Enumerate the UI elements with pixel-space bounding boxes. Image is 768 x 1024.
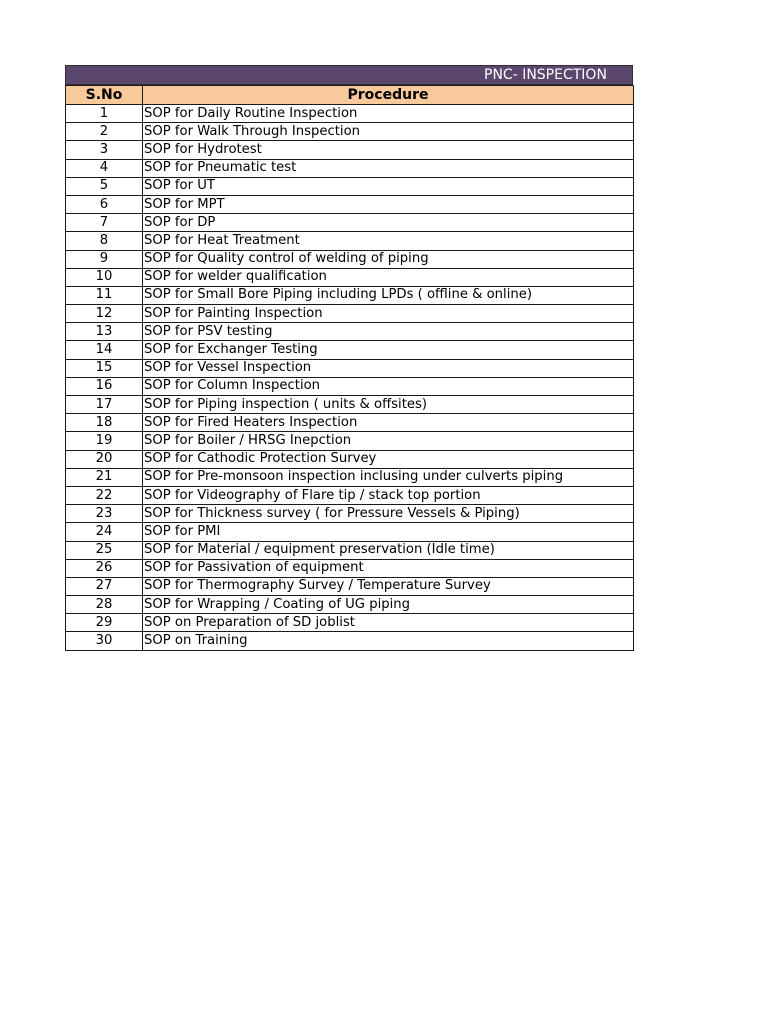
- table-row: [66, 505, 634, 523]
- cell-procedure[interactable]: SOP for UT: [143, 177, 634, 195]
- table-row: [66, 268, 634, 286]
- table-row: [66, 105, 634, 123]
- cell-sno[interactable]: 17: [66, 396, 143, 414]
- cell-sno[interactable]: 6: [66, 195, 143, 213]
- cell-sno[interactable]: 29: [66, 614, 143, 632]
- cell-procedure[interactable]: SOP for welder qualification: [143, 268, 634, 286]
- cell-procedure[interactable]: SOP for Heat Treatment: [143, 232, 634, 250]
- sheet-title: PNC- INSPECTION: [484, 67, 607, 83]
- cell-procedure[interactable]: SOP for Fired Heaters Inspection: [143, 414, 634, 432]
- cell-sno[interactable]: 3: [66, 141, 143, 159]
- table-row: [66, 141, 634, 159]
- column-header-procedure[interactable]: Procedure: [143, 86, 634, 105]
- table-row: [66, 614, 634, 632]
- cell-procedure[interactable]: SOP for Walk Through Inspection: [143, 123, 634, 141]
- table-row: [66, 341, 634, 359]
- cell-sno[interactable]: 23: [66, 505, 143, 523]
- table-row: [66, 632, 634, 650]
- cell-procedure[interactable]: SOP for Column Inspection: [143, 377, 634, 395]
- table-row: [66, 286, 634, 304]
- cell-procedure[interactable]: SOP for PMI: [143, 523, 634, 541]
- cell-sno[interactable]: 16: [66, 377, 143, 395]
- cell-sno[interactable]: 9: [66, 250, 143, 268]
- table-row: [66, 577, 634, 595]
- cell-sno[interactable]: 18: [66, 414, 143, 432]
- cell-sno[interactable]: 11: [66, 286, 143, 304]
- cell-procedure[interactable]: SOP for Daily Routine Inspection: [143, 105, 634, 123]
- table-row: [66, 414, 634, 432]
- cell-sno[interactable]: 5: [66, 177, 143, 195]
- cell-sno[interactable]: 13: [66, 323, 143, 341]
- cell-procedure[interactable]: SOP for Exchanger Testing: [143, 341, 634, 359]
- cell-procedure[interactable]: SOP for Hydrotest: [143, 141, 634, 159]
- cell-procedure[interactable]: SOP for Passivation of equipment: [143, 559, 634, 577]
- table-row: [66, 468, 634, 486]
- table-row: [66, 159, 634, 177]
- table-row: [66, 232, 634, 250]
- table-row: [66, 123, 634, 141]
- table-row: [66, 305, 634, 323]
- table-row: [66, 177, 634, 195]
- table-row: [66, 250, 634, 268]
- table-row: [66, 559, 634, 577]
- table-row: [66, 323, 634, 341]
- cell-procedure[interactable]: SOP for Painting Inspection: [143, 305, 634, 323]
- column-header-sno[interactable]: S.No: [66, 86, 143, 105]
- cell-sno[interactable]: 14: [66, 341, 143, 359]
- cell-procedure[interactable]: SOP for Videography of Flare tip / stack top portion: [143, 486, 634, 504]
- cell-procedure[interactable]: SOP for Piping inspection ( units & offsites): [143, 396, 634, 414]
- table-row: [66, 596, 634, 614]
- cell-sno[interactable]: 1: [66, 105, 143, 123]
- cell-sno[interactable]: 25: [66, 541, 143, 559]
- cell-procedure[interactable]: SOP on Preparation of SD joblist: [143, 614, 634, 632]
- cell-procedure[interactable]: SOP for PSV testing: [143, 323, 634, 341]
- cell-procedure[interactable]: SOP for Wrapping / Coating of UG piping: [143, 596, 634, 614]
- cell-procedure[interactable]: SOP for DP: [143, 214, 634, 232]
- cell-sno[interactable]: 7: [66, 214, 143, 232]
- table-row: [66, 523, 634, 541]
- cell-sno[interactable]: 2: [66, 123, 143, 141]
- cell-procedure[interactable]: SOP for Quality control of welding of piping: [143, 250, 634, 268]
- cell-sno[interactable]: 19: [66, 432, 143, 450]
- cell-sno[interactable]: 12: [66, 305, 143, 323]
- cell-procedure[interactable]: SOP for Boiler / HRSG Inepction: [143, 432, 634, 450]
- sheet-title-bar: [65, 65, 633, 85]
- table-row: [66, 432, 634, 450]
- cell-procedure[interactable]: SOP for Pre-monsoon inspection inclusing under culverts piping: [143, 468, 634, 486]
- header-row: [66, 86, 634, 105]
- cell-sno[interactable]: 27: [66, 577, 143, 595]
- cell-procedure[interactable]: SOP for Material / equipment preservation (Idle time): [143, 541, 634, 559]
- cell-sno[interactable]: 30: [66, 632, 143, 650]
- cell-procedure[interactable]: SOP for Thermography Survey / Temperature Survey: [143, 577, 634, 595]
- table-row: [66, 195, 634, 213]
- cell-procedure[interactable]: SOP for Thickness survey ( for Pressure Vessels & Piping): [143, 505, 634, 523]
- cell-procedure[interactable]: SOP for Vessel Inspection: [143, 359, 634, 377]
- table-row: [66, 541, 634, 559]
- cell-sno[interactable]: 22: [66, 486, 143, 504]
- table-row: [66, 450, 634, 468]
- table-row: [66, 214, 634, 232]
- cell-procedure[interactable]: SOP on Training: [143, 632, 634, 650]
- cell-sno[interactable]: 26: [66, 559, 143, 577]
- cell-procedure[interactable]: SOP for Small Bore Piping including LPDs ( offline & online): [143, 286, 634, 304]
- cell-procedure[interactable]: SOP for Cathodic Protection Survey: [143, 450, 634, 468]
- table-body: [66, 105, 634, 651]
- cell-sno[interactable]: 4: [66, 159, 143, 177]
- cell-sno[interactable]: 20: [66, 450, 143, 468]
- spreadsheet: [65, 65, 633, 651]
- cell-procedure[interactable]: SOP for Pneumatic test: [143, 159, 634, 177]
- procedure-table: [65, 85, 634, 651]
- table-row: [66, 396, 634, 414]
- cell-sno[interactable]: 28: [66, 596, 143, 614]
- cell-procedure[interactable]: SOP for MPT: [143, 195, 634, 213]
- table-row: [66, 377, 634, 395]
- cell-sno[interactable]: 24: [66, 523, 143, 541]
- table-row: [66, 359, 634, 377]
- cell-sno[interactable]: 21: [66, 468, 143, 486]
- table-row: [66, 486, 634, 504]
- cell-sno[interactable]: 10: [66, 268, 143, 286]
- cell-sno[interactable]: 8: [66, 232, 143, 250]
- cell-sno[interactable]: 15: [66, 359, 143, 377]
